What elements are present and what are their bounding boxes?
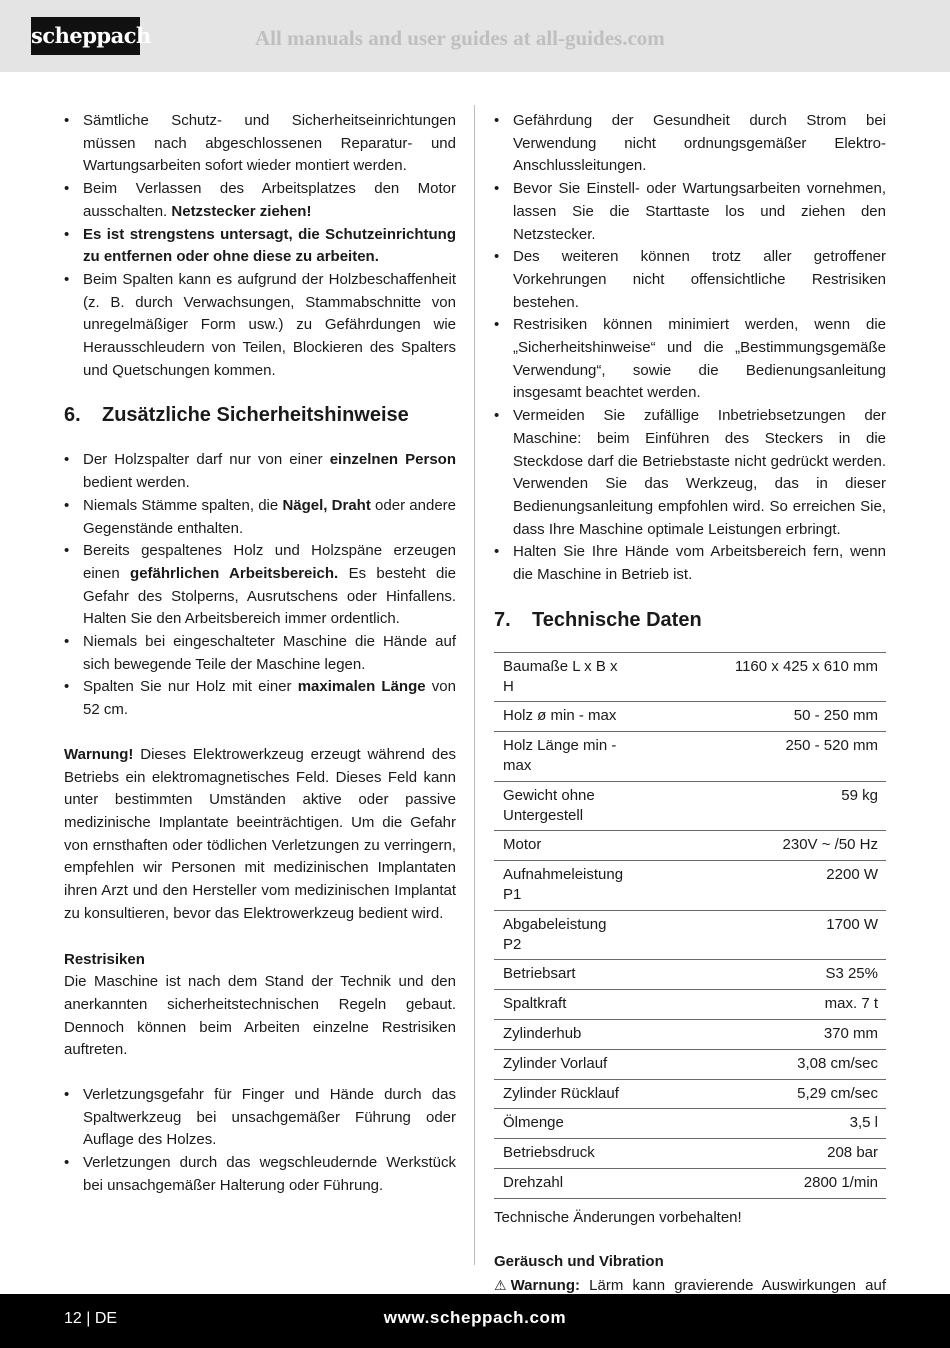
- page-footer: [0, 1294, 950, 1348]
- right-column: [494, 110, 886, 1343]
- spec-label: Zylinder Vorlauf: [494, 1049, 631, 1079]
- section-title: Technische Daten: [532, 608, 702, 631]
- spec-value: 3,08 cm/sec: [631, 1049, 886, 1079]
- warning-label: Warnung!: [64, 745, 134, 763]
- list-item-text: von 52 cm.: [83, 678, 456, 719]
- section-6-heading: [64, 402, 456, 428]
- spec-label: Baumaße L x B x H: [494, 652, 631, 702]
- spec-label: Holz ø min - max: [494, 702, 631, 732]
- table-row: [494, 652, 886, 702]
- spec-label: Gewicht ohne Untergestell: [494, 781, 631, 831]
- list-item-text: bedient werden.: [83, 474, 190, 492]
- restrisiken-heading: [64, 949, 456, 972]
- list-item: [64, 1152, 456, 1197]
- spec-value: 2200 W: [631, 861, 886, 911]
- safety-bullet-list: [64, 449, 456, 721]
- spec-label: Abgabeleistung P2: [494, 910, 631, 960]
- list-item: [64, 178, 456, 223]
- table-row: [494, 1168, 886, 1198]
- list-item-text: Beim Spalten kann es aufgrund der Holzbeschaffenheit (z. B. durch Verwachsungen, Stammabschnitte von unregelmäßiger Form usw.) zu Gefährdungen wie Herausschleudern von Teilen, Blockieren des Spalters und Quetschungen kommen.: [83, 270, 456, 379]
- bold-text: Nägel, Draht: [282, 496, 371, 514]
- list-item-text: Halten Sie Ihre Hände vom Arbeitsbereich fern, wenn die Maschine in Betrieb ist.: [513, 543, 886, 584]
- bold-text: gefährlichen Arbeitsbereich.: [130, 564, 339, 582]
- list-item: [494, 314, 886, 405]
- spec-label: Betriebsart: [494, 960, 631, 990]
- warning-triangle-icon: ⚠: [494, 1277, 507, 1294]
- spec-value: 208 bar: [631, 1139, 886, 1169]
- list-item-text: Vermeiden Sie zufällige Inbetriebsetzungen der Maschine: beim Einführen des Steckers in die Steckdose darf die Betriebstaste nicht gedrückt werden. Verwenden Sie das Werkzeug, das in dieser Bedienungsanleitung empfohlen wird. So erreichen Sie, dass Ihre Maschine optimale Leistungen erbringt.: [513, 407, 886, 538]
- restrisiken-heading-text: Restrisiken: [64, 950, 145, 968]
- spec-value: 3,5 l: [631, 1109, 886, 1139]
- list-item: [494, 110, 886, 178]
- list-item: [64, 269, 456, 383]
- spec-label: Ölmenge: [494, 1109, 631, 1139]
- table-row: [494, 781, 886, 831]
- section-number: 7.: [494, 608, 511, 631]
- technical-changes-note: Technische Änderungen vorbehalten!: [494, 1208, 742, 1226]
- table-row: [494, 1049, 886, 1079]
- list-item-text: Niemals Stämme spalten, die: [83, 496, 283, 514]
- warning-text: Dieses Elektrowerkzeug erzeugt während des Betriebs ein elektromagnetisches Feld. Dieses Feld kann unter bestimmten Umständen aktive oder passive medizinische Implantate beeinträchtigen. Um die Gefahr von ernsthaften oder tödlichen Verletzungen zu verringern, empfehlen wir Personen mit medizinischen Implantaten ihren Arzt und den Hersteller vom medizinischen Implantat zu konsultieren, bevor das Elektrowerkzeug bedient wird.: [64, 745, 456, 922]
- list-item: [64, 1084, 456, 1152]
- list-item-text: Sämtliche Schutz- und Sicherheitseinrichtungen müssen nach abgeschlossenen Reparatur- und Wartungsarbeiten sofort wieder montiert werden.: [83, 112, 456, 175]
- residual-risk-bullet-list: [494, 110, 886, 587]
- spec-label: Drehzahl: [494, 1168, 631, 1198]
- list-item-text: Restrisiken können minimiert werden, wenn die „Sicherheitshinweise“ und die „Bestimmungsgemäße Verwendung“, sowie die Bedienungsanleitung insgesamt beachtet werden.: [513, 316, 886, 402]
- list-item: [494, 541, 886, 586]
- page-number: 12 | DE: [64, 1310, 118, 1327]
- table-row: [494, 1139, 886, 1169]
- list-item-text: oder andere Gegenstände enthalten.: [83, 496, 456, 537]
- list-item-text: Der Holzspalter darf nur von einer: [83, 451, 330, 469]
- list-item: [64, 631, 456, 676]
- table-row: [494, 861, 886, 911]
- list-item-text: Verletzungsgefahr für Finger und Hände durch das Spaltwerkzeug bei unsachgemäßer Führung oder Auflage des Holzes.: [83, 1086, 456, 1149]
- spec-value: 370 mm: [631, 1019, 886, 1049]
- list-item: [64, 449, 456, 494]
- spec-label: Aufnahmeleistung P1: [494, 861, 631, 911]
- intro-bullet-list: [64, 110, 456, 382]
- table-row: [494, 702, 886, 732]
- noise-warning-text: Lärm kann gravierende Auswirkungen auf: [589, 1277, 886, 1295]
- list-item-text: Des weiteren können trotz aller getroffener Vorkehrungen nicht offensichtliche Restrisiken bestehen.: [513, 248, 886, 311]
- noise-heading-text: Geräusch und Vibration: [494, 1253, 664, 1271]
- noise-warning-label: Warnung:: [510, 1277, 580, 1295]
- list-item: [494, 405, 886, 541]
- risk-bullet-list: [64, 1084, 456, 1198]
- list-item: [64, 224, 456, 269]
- table-row: [494, 1019, 886, 1049]
- list-item-text: Spalten Sie nur Holz mit einer: [83, 678, 298, 696]
- spec-value: max. 7 t: [631, 990, 886, 1020]
- page-header: [0, 0, 950, 72]
- bold-text: Netzstecker ziehen!: [171, 202, 312, 220]
- list-item: [494, 178, 886, 246]
- spec-value: 59 kg: [631, 781, 886, 831]
- emf-warning-paragraph: [64, 744, 456, 926]
- list-item-text: Verletzungen durch das wegschleudernde Werkstück bei unsachgemäßer Halterung oder Führung.: [83, 1154, 456, 1194]
- list-item-text: Niemals bei eingeschalteter Maschine die Hände auf sich bewegende Teile der Maschine legen.: [83, 633, 456, 673]
- technical-data-table: [494, 652, 886, 1199]
- spec-label: Motor: [494, 831, 631, 861]
- noise-heading: [494, 1251, 886, 1274]
- list-item-text: Es besteht die Gefahr des Stolperns, Ausrutschens oder Hinfallens. Halten Sie den Arbeitsbereich immer ordentlich.: [83, 564, 456, 628]
- bold-text: maximalen Länge: [297, 678, 426, 696]
- restrisiken-paragraph: Die Maschine ist nach dem Stand der Technik und den anerkannten sicherheitstechnischen Regeln gebaut. Dennoch können beim Arbeiten einzelne Restrisiken auftreten.: [64, 973, 456, 1059]
- section-number: 6.: [64, 404, 81, 427]
- list-item-text: Bereits gespaltenes Holz und Holzspäne erzeugen einen: [83, 542, 456, 582]
- list-item: [64, 495, 456, 540]
- left-column: [64, 110, 456, 1198]
- watermark-text: All manuals and user guides at all-guides.com: [255, 26, 665, 50]
- spec-value: S3 25%: [631, 960, 886, 990]
- spec-value: 50 - 250 mm: [631, 702, 886, 732]
- spec-label: Spaltkraft: [494, 990, 631, 1020]
- spec-value: 230V ~ /50 Hz: [631, 831, 886, 861]
- scheppach-logo: scheppach: [31, 17, 140, 55]
- spec-label: Betriebsdruck: [494, 1139, 631, 1169]
- table-row: [494, 960, 886, 990]
- table-row: [494, 831, 886, 861]
- table-row: [494, 1079, 886, 1109]
- table-row: [494, 1109, 886, 1139]
- table-row: [494, 990, 886, 1020]
- table-row: [494, 732, 886, 782]
- spec-label: Zylinder Rücklauf: [494, 1079, 631, 1109]
- list-item: [64, 676, 456, 721]
- spec-label: Zylinderhub: [494, 1019, 631, 1049]
- spec-value: 2800 1/min: [631, 1168, 886, 1198]
- spec-value: 5,29 cm/sec: [631, 1079, 886, 1109]
- website-link[interactable]: www.scheppach.com: [383, 1308, 567, 1327]
- section-title: Zusätzliche Sicherheitshinweise: [102, 404, 409, 427]
- spec-value: 250 - 520 mm: [631, 732, 886, 782]
- section-7-heading: [494, 607, 886, 633]
- list-item: [64, 540, 456, 631]
- spec-value: 1700 W: [631, 910, 886, 960]
- list-item: [494, 246, 886, 314]
- spec-label: Holz Länge min - max: [494, 732, 631, 782]
- table-row: [494, 910, 886, 960]
- list-item-text: Bevor Sie Einstell- oder Wartungsarbeiten vornehmen, lassen Sie die Starttaste los und ziehen den Netzstecker.: [513, 180, 886, 243]
- list-item-text: Gefährdung der Gesundheit durch Strom bei Verwendung nicht ordnungsgemäßer Elektro-Anschlussleitungen.: [513, 112, 886, 175]
- bold-text: einzelnen Person: [329, 451, 456, 469]
- spec-value: 1160 x 425 x 610 mm: [631, 652, 886, 702]
- list-item: [64, 110, 456, 178]
- list-item-text: Beim Verlassen des Arbeitsplatzes den Motor ausschalten.: [83, 180, 456, 220]
- bold-text: Es ist strengstens untersagt, die Schutzeinrichtung zu entfernen oder ohne diese zu arbeiten.: [83, 225, 456, 266]
- column-divider: [474, 105, 475, 1265]
